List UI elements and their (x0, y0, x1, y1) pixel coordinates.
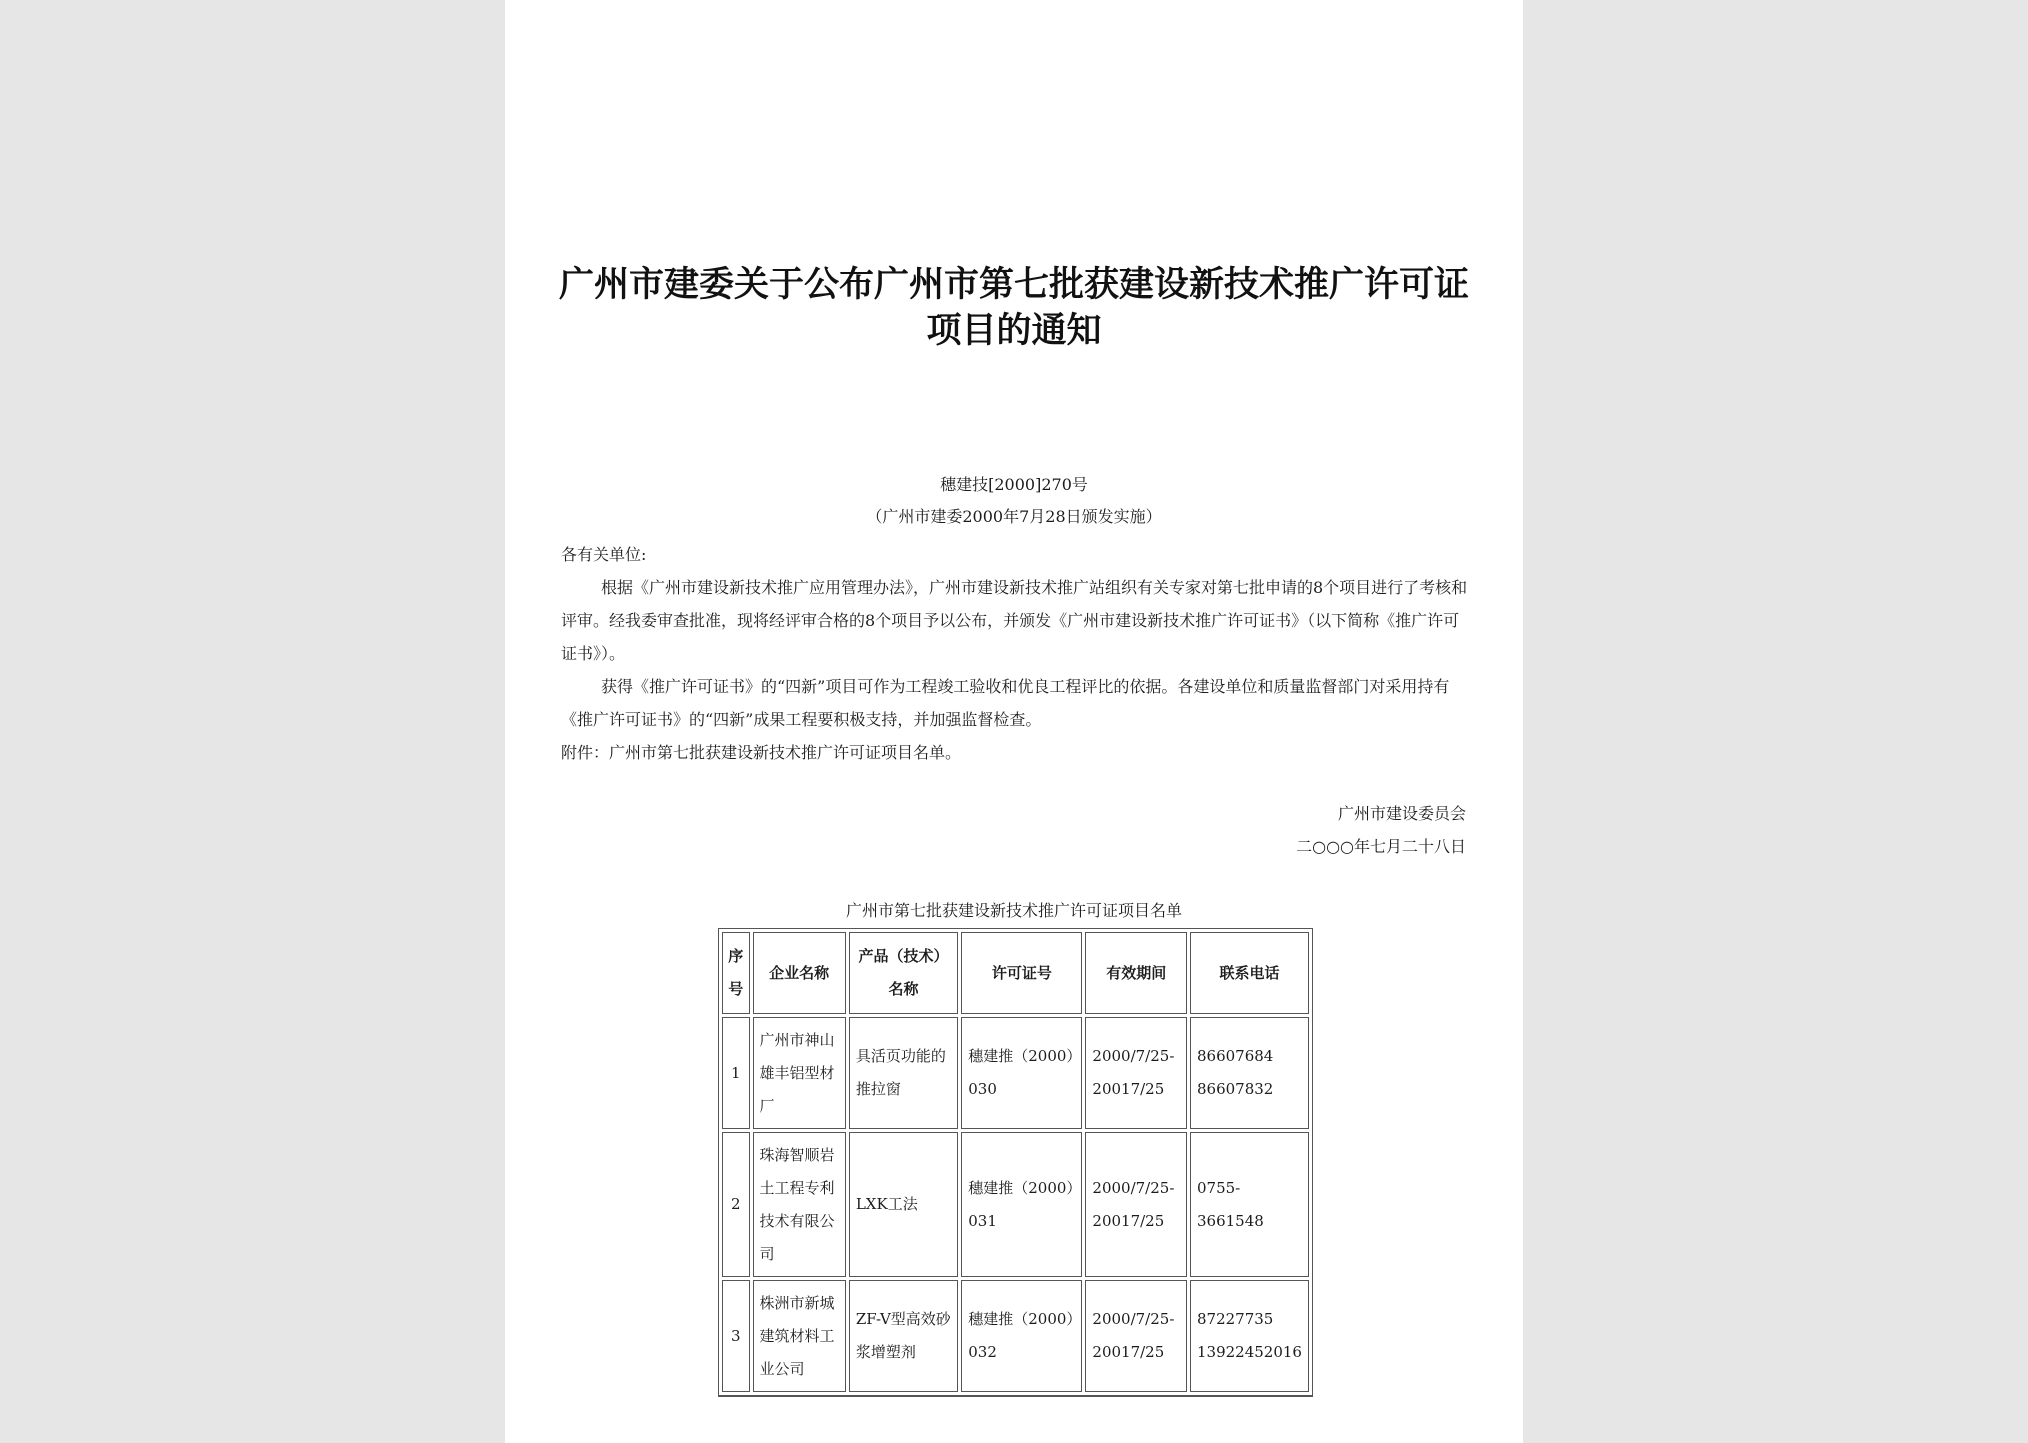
body-paragraph: 根据《广州市建设新技术推广应用管理办法》，广州市建设新技术推广站组织有关专家对第七批申请的8个项目进行了考核和评审。经我委审查批准，现将经评审合格的8个项目予以公布，并颁发《广州市建设新技术推广许可证书》（以下简称《推广许可证书》）。 (561, 578, 1468, 663)
cell-no: 1 (722, 1017, 750, 1129)
project-table-container (718, 928, 1313, 1397)
cell-phone: 86607684 86607832 (1190, 1017, 1309, 1129)
body-paragraph: 获得《推广许可证书》的“四新”项目可作为工程竣工验收和优良工程评比的依据。各建设单位和质量监督部门对采用持有《推广许可证书》的“四新”成果工程要积极支持，并加强监督检查。 (561, 677, 1450, 729)
cell-no: 3 (722, 1280, 750, 1392)
document-page (505, 0, 1523, 1443)
header-company: 企业名称 (753, 932, 846, 1014)
table-row (722, 1132, 1309, 1277)
cell-period: 2000/7/25-20017/25 (1085, 1017, 1187, 1129)
table-header-row (722, 932, 1309, 1014)
cell-product: LXK工法 (849, 1132, 958, 1277)
cell-company: 株洲市新城建筑材料工业公司 (753, 1280, 846, 1392)
cell-phone: 0755-3661548 (1190, 1132, 1309, 1277)
document-number: 穗建技[2000]270号 (940, 475, 1088, 494)
document-title: 广州市建委关于公布广州市第七批获建设新技术推广许可证项目的通知 (558, 265, 1469, 351)
attachment-line: 附件：广州市第七批获建设新技术推广许可证项目名单。 (561, 743, 962, 762)
cell-no: 2 (722, 1132, 750, 1277)
signature-organization: 广州市建设委员会 (1337, 804, 1466, 823)
salutation: 各有关单位: (561, 545, 647, 564)
issue-note: （广州市建委2000年7月28日颁发实施） (866, 507, 1162, 526)
table-title: 广州市第七批获建设新技术推广许可证项目名单 (845, 901, 1182, 920)
cell-product: ZF-V型高效砂浆增塑剂 (849, 1280, 958, 1392)
header-license: 许可证号 (961, 932, 1082, 1014)
document-body (561, 538, 1471, 769)
header-phone: 联系电话 (1190, 932, 1309, 1014)
signature-block (1296, 797, 1466, 863)
cell-company: 珠海智顺岩土工程专利技术有限公司 (753, 1132, 846, 1277)
signature-date: 二○○○年七月二十八日 (1296, 837, 1466, 856)
cell-license: 穗建推（2000）032 (961, 1280, 1082, 1392)
cell-phone: 87227735 13922452016 (1190, 1280, 1309, 1392)
header-no: 序号 (722, 932, 750, 1014)
header-period: 有效期间 (1085, 932, 1187, 1014)
table-row (722, 1280, 1309, 1392)
cell-period: 2000/7/25-20017/25 (1085, 1280, 1187, 1392)
cell-company: 广州市神山雄丰铝型材厂 (753, 1017, 846, 1129)
cell-product: 具活页功能的推拉窗 (849, 1017, 958, 1129)
header-product: 产品（技术）名称 (849, 932, 958, 1014)
cell-license: 穗建推（2000）030 (961, 1017, 1082, 1129)
table-row (722, 1017, 1309, 1129)
cell-period: 2000/7/25-20017/25 (1085, 1132, 1187, 1277)
cell-license: 穗建推（2000）031 (961, 1132, 1082, 1277)
project-table (718, 928, 1313, 1396)
